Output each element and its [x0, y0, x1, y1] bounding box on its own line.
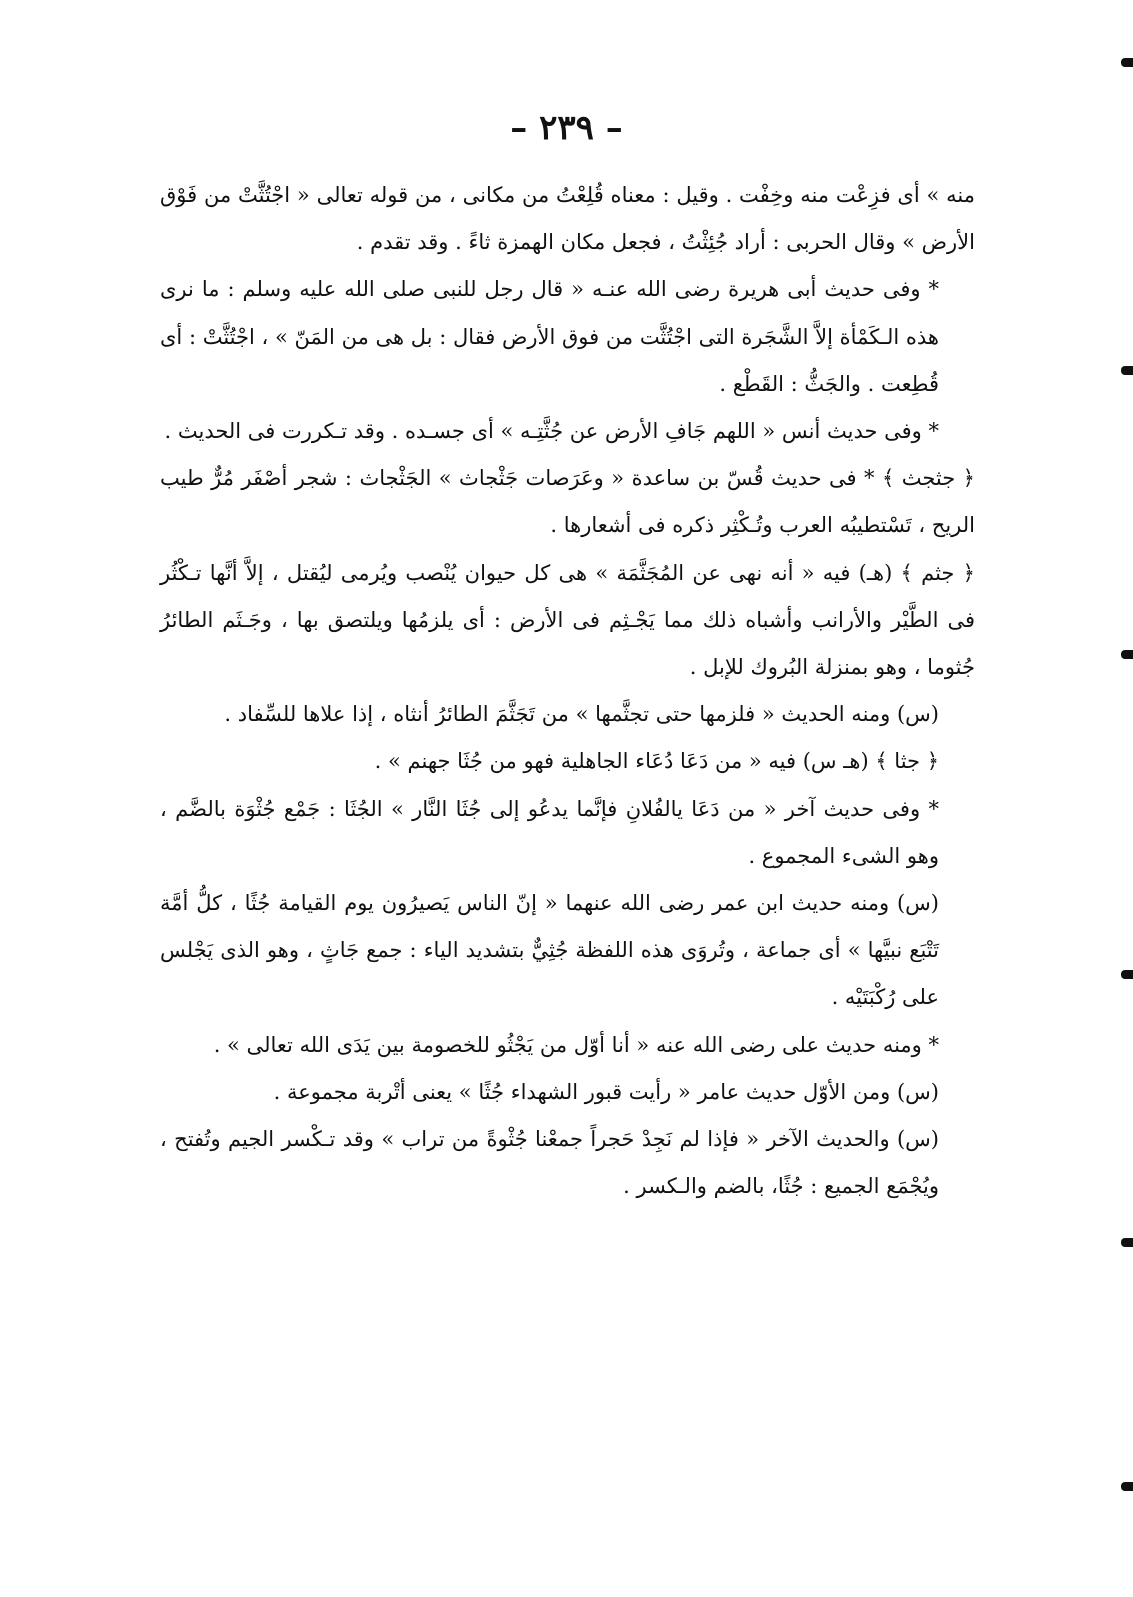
paragraph-10: * ومنه حديث على رضى الله عنه « أنا أوّل من يَجْثُو للخصومة بين يَدَى الله تعالى » . — [213, 1032, 939, 1057]
paragraph-12: (س) والحديث الآخر « فإذا لم نَجِدْ حَجراً جمعْنا جُثْوةً من تراب » وقد تـكْسر الجيم وتُفتح ، ويُجْمَع الجميع : جُثًا، بالضم والـكسر . — [160, 1127, 939, 1199]
paragraph-9: (س) ومنه حديث ابن عمر رضى الله عنهما « إنّ الناس يَصيرُون يوم القيامة جُثًا ، كلُّ أمَّة تَتْبَع نبيَّها » أى جماعة ، وتُروَى هذه اللفظة جُثِيٌّ بتشديد الياء : جمع جَاثٍ ، وهو الذى يَجْلس على رُكْبَتَيْه . — [160, 891, 939, 1010]
scan-edge-mark — [1121, 650, 1133, 659]
scan-edge-mark — [1121, 366, 1133, 375]
paragraph-8: * وفى حديث آخر « من دَعَا يالفُلانِ فإنَّما يدعُو إلى جُثَا النَّار » الجُثَا : جَمْع جُثْوَة بالضَّم ، وهو الشىء المجموع . — [160, 796, 939, 868]
scan-edge-mark — [1121, 1482, 1133, 1491]
page-number: – ٢٣٩ – — [510, 108, 623, 148]
entry-jatha: ﴿ جثا ﴾ (هـ س) فيه « من دَعَا دُعَاء الجاهلية فهو من جُثَا جهنم » . — [374, 749, 939, 774]
entry-jatham: ﴿ جثم ﴾ (هـ) فيه « أنه نهى عن المُجَثَّمَة » هى كل حيوان يُنْصب ويُرمى ليُقتل ، إلاَّ أنَّها تـكْثُر فى الطَّيْر والأرانب وأشباه ذلك مما يَجْـثِم فى الأرض : أى يلزمُها ويلتصق بها ، وجَـثَم الطائرُ جُثوما ، وهو بمنزلة البُروك للإبل . — [160, 560, 975, 680]
paragraph-11: (س) ومن الأوّل حديث عامر « رأيت قبور الشهداء جُثًا » يعنى أتْربة مجموعة . — [273, 1079, 939, 1104]
paragraph-1: منه » أى فزِعْت منه وخِفْت . وقيل : معناه قُلِعْتُ من مكانى ، من قوله تعالى « اجْتُثَّتْ من فَوْق الأرض » وقال الحربى : أراد جُئِثْتُ ، فجعل مكان الهمزة ثاءً . وقد تقدم . — [160, 183, 975, 255]
scan-edge-mark — [1121, 970, 1133, 979]
entry-jathjath: ﴿ جثجث ﴾ * فى حديث قُسّ بن ساعدة « وعَرَصات جَثْجاث » الجَثْجاث : شجر أصْفَر مُرٌّ طيب الريح ، تَسْتطيبُه العرب وتُـكْثِر ذكره فى أشعارها . — [160, 466, 975, 538]
scan-edge-mark — [1121, 1238, 1133, 1247]
scan-edge-mark — [1121, 58, 1133, 67]
paragraph-6: (س) ومنه الحديث « فلزمها حتى تجثَّمها » من تَجَثَّمَ الطائرُ أنثاه ، إذا علاها للسِّفاد . — [224, 702, 939, 727]
paragraph-3: * وفى حديث أنس « اللهم جَافِ الأرض عن جُثَّتِـه » أى جسـده . وقد تـكررت فى الحديث . — [164, 419, 939, 444]
paragraph-2: * وفى حديث أبى هريرة رضى الله عنـه « قال رجل للنبى صلى الله عليه وسلم : ما نرى هذه الـكَمْأة إلاَّ الشَّجَرة التى اجْتُثَّت من فوق الأرض فقال : بل هى من المَنّ » ، اجْتُثَّتْ : أى قُطِعت . والجَثُّ : القَطْع . — [160, 277, 939, 396]
page-body — [160, 172, 975, 1210]
